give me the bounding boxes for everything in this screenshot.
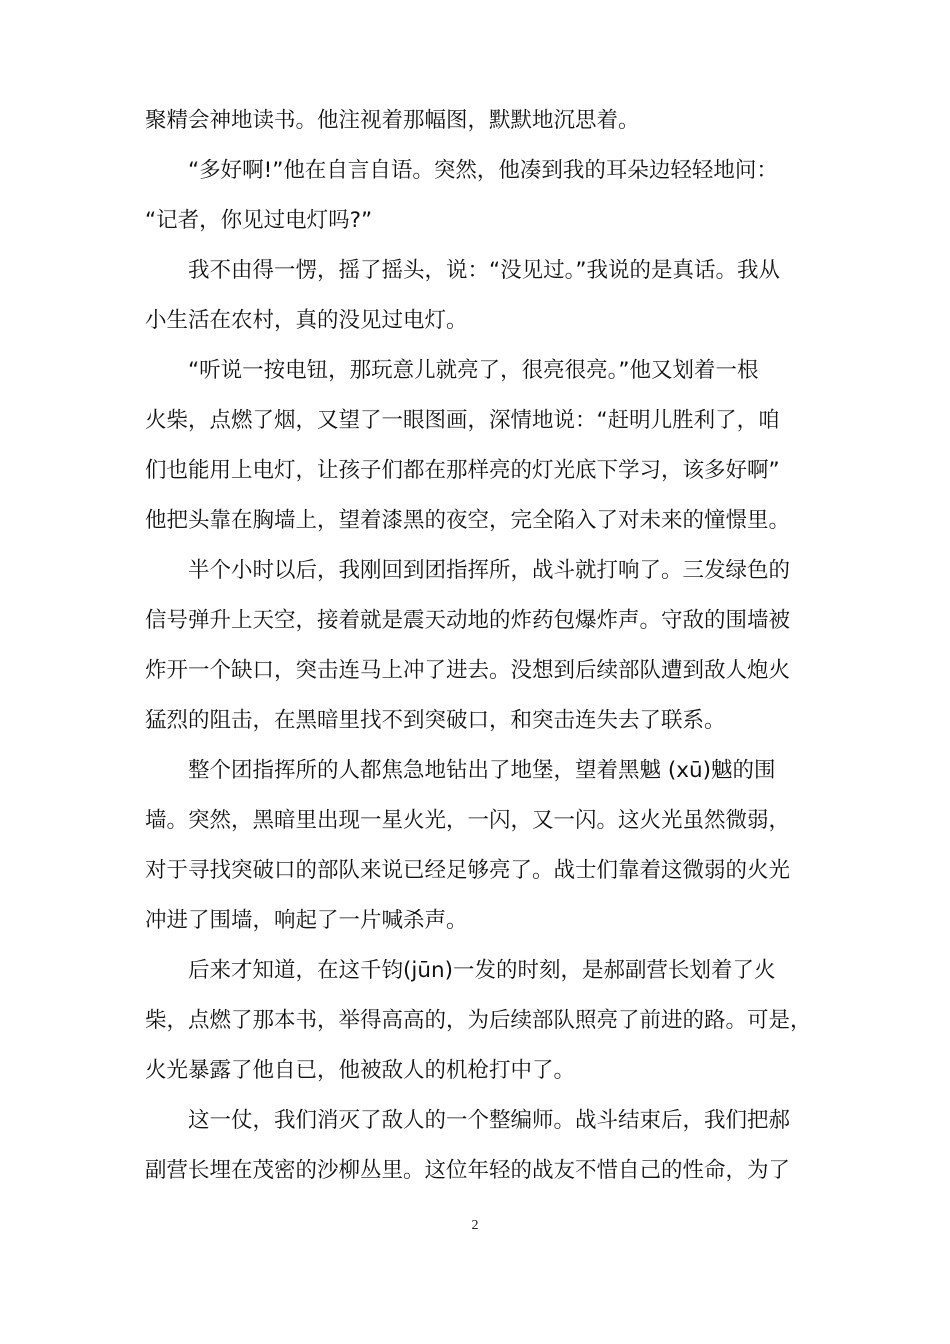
text-line: 炸开一个缺口，突击连马上冲了进去。没想到后续部队遭到敌人炮火	[145, 658, 791, 683]
text-line: 整个团指挥所的人都焦急地钻出了地堡，望着黑魆 (xū)魆的围	[188, 758, 776, 783]
text-line: 聚精会神地读书。他注视着那幅图，默默地沉思着。	[145, 108, 640, 133]
text-line: 副营长埋在茂密的沙柳丛里。这位年轻的战友不惜自己的性命，为了	[145, 1158, 791, 1183]
text-line: 猛烈的阻击，在黑暗里找不到突破口，和突击连失去了联系。	[145, 708, 726, 733]
text-line: 这一仗，我们消灭了敌人的一个整编师。战斗结束后，我们把郝	[188, 1108, 791, 1133]
text-line: “多好啊!”他在自言自语。突然，他凑到我的耳朵边轻轻地问：	[188, 158, 778, 183]
text-line: 后来才知道，在这千钧(jūn)一发的时刻，是郝副营长划着了火	[188, 958, 776, 983]
text-line: “听说一按电钮，那玩意儿就亮了，很亮很亮。”他又划着一根	[188, 358, 759, 383]
text-line: 小生活在农村，真的没见过电灯。	[145, 308, 468, 333]
text-line: “记者，你见过电灯吗?”	[145, 208, 373, 233]
text-line: 火光暴露了他自已，他被敌人的机枪打中了。	[145, 1058, 576, 1083]
text-line: 墙。突然，黑暗里出现一星火光，一闪，又一闪。这火光虽然微弱，	[145, 808, 791, 833]
page-number: 2	[471, 1218, 479, 1233]
text-line: 他把头靠在胸墙上，望着漆黑的夜空，完全陷入了对未来的憧憬里。	[145, 508, 791, 533]
body-text	[145, 96, 817, 1196]
text-line: 半个小时以后，我刚回到团指挥所，战斗就打响了。三发绿色的	[188, 558, 791, 583]
text-line: 对于寻找突破口的部队来说已经足够亮了。战士们靠着这微弱的火光	[145, 858, 791, 883]
text-line: 们也能用上电灯，让孩子们都在那样亮的灯光底下学习，该多好啊”	[145, 458, 780, 483]
text-line: 火柴，点燃了烟，又望了一眼图画，深情地说：“赶明儿胜利了，咱	[145, 408, 780, 433]
text-line: 我不由得一愣，摇了摇头，说：“没见过。”我说的是真话。我从	[188, 258, 781, 283]
text-line: 柴，点燃了那本书，举得高高的，为后续部队照亮了前进的路。可是，	[145, 1008, 812, 1033]
text-line: 信号弹升上天空，接着就是震天动地的炸药包爆炸声。守敌的围墙被	[145, 608, 791, 633]
text-line: 冲进了围墙，响起了一片喊杀声。	[145, 908, 468, 933]
